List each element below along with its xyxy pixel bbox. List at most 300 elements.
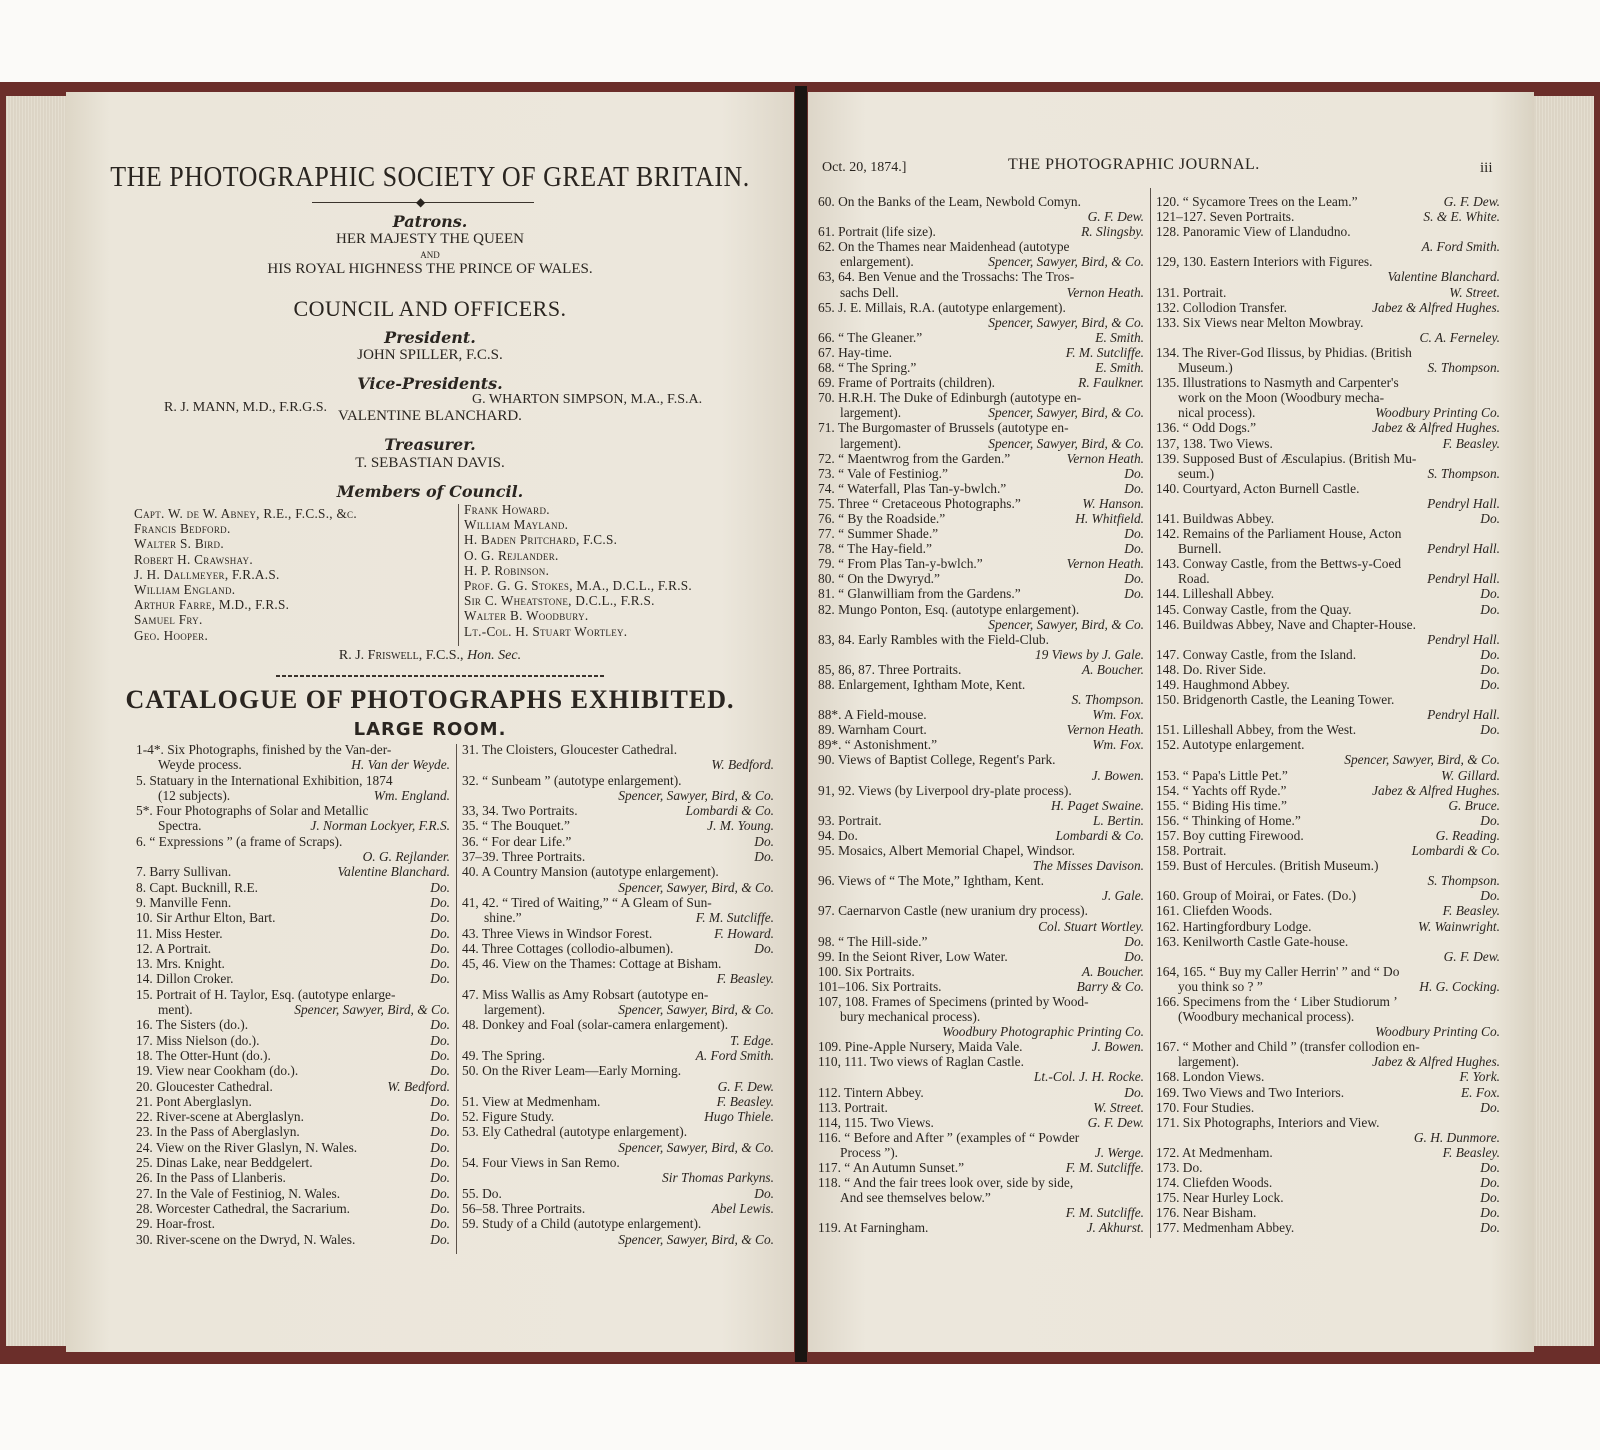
catalogue-entry (462, 757, 774, 772)
catalogue-entry (136, 849, 450, 864)
entry-title: 72. “ Maentwrog from the Garden.” (818, 450, 1011, 466)
catalogue-entry (1156, 1205, 1500, 1220)
entry-title: 49. The Spring. (462, 1047, 546, 1063)
entry-title: 71. The Burgomaster of Brussels (autotype en- (818, 420, 1069, 436)
entry-title: 85, 86, 87. Three Portraits. (818, 661, 962, 677)
catalogue-entry (462, 1124, 774, 1139)
catalogue-entry (1156, 209, 1500, 224)
catalogue-entry (1156, 481, 1500, 496)
entry-author: Spencer, Sawyer, Bird, & Co. (294, 1002, 450, 1018)
catalogue-entry (1156, 254, 1500, 269)
catalogue-entry (1156, 269, 1500, 284)
entry-author: Do. (430, 1017, 450, 1033)
entry-title: 128. Panoramic View of Llandudno. (1156, 224, 1351, 240)
entry-author: Pendryl Hall. (1427, 571, 1500, 587)
entry-title: 43. Three Views in Windsor Forest. (462, 925, 653, 941)
catalogue-entry (818, 964, 1144, 979)
catalogue-entry (136, 1140, 450, 1155)
catalogue-entry (136, 1186, 450, 1201)
catalogue-entry (136, 880, 450, 895)
entry-author: A. Boucher. (1081, 661, 1144, 677)
entry-title: And see themselves below.” (840, 1190, 991, 1206)
entry-title: 53. Ely Cathedral (autotype enlargement). (462, 1124, 688, 1140)
catalogue-entry (818, 390, 1144, 405)
catalogue-entry (136, 757, 450, 772)
catalogue-entry (1156, 1054, 1500, 1069)
entry-author: Do. (1480, 510, 1500, 526)
member: Sir C. Wheatstone, D.C.L., F.R.S. (464, 593, 655, 609)
catalogue-entry (818, 586, 1144, 601)
catalogue-entry (818, 843, 1144, 858)
entry-author: A. Boucher. (1081, 963, 1144, 979)
entry-title: 145. Conway Castle, from the Quay. (1156, 601, 1352, 617)
entry-author: Do. (430, 1063, 450, 1079)
entry-title: 9. Manville Fenn. (136, 894, 232, 910)
entry-author: Do. (1124, 480, 1144, 496)
entry-title: 41, 42. “ Tired of Waiting,” “ A Gleam of Sun- (462, 894, 712, 910)
entry-title: 20. Gloucester Cathedral. (136, 1078, 273, 1094)
member: J. H. Dallmeyer, F.R.A.S. (134, 566, 280, 582)
entry-title: 55. Do. (462, 1185, 502, 1201)
entry-author: Do. (430, 1216, 450, 1232)
catalogue-entry (818, 360, 1144, 375)
issue-date: Oct. 20, 1874.] (822, 160, 907, 175)
right-page (808, 92, 1534, 1352)
catalogue-entry (136, 1017, 450, 1032)
entry-title: sachs Dell. (840, 284, 899, 300)
entry-author: Do. (1480, 1099, 1500, 1115)
entry-title: 83, 84. Early Rambles with the Field-Club. (818, 631, 1049, 647)
catalogue-entry (818, 405, 1144, 420)
catalogue-entry (818, 994, 1144, 1009)
catalogue-entry (818, 1220, 1144, 1235)
catalogue-entry (1156, 1130, 1500, 1145)
catalogue-entry (818, 677, 1144, 692)
entry-author: Spencer, Sawyer, Bird, & Co. (988, 405, 1144, 421)
catalogue-entry (818, 1085, 1144, 1100)
catalogue-entry (818, 903, 1144, 918)
catalogue-entry (818, 919, 1144, 934)
column-divider (1150, 188, 1151, 1238)
member: Frank Howard. (464, 502, 550, 517)
catalogue-entry (818, 315, 1144, 330)
catalogue-entry (136, 818, 450, 833)
catalogue-entry (136, 1079, 450, 1094)
catalogue-entry (1156, 1190, 1500, 1205)
entry-title: 77. “ Summer Shade.” (818, 526, 939, 542)
entry-title: 140. Courtyard, Acton Burnell Castle. (1156, 480, 1360, 496)
catalogue-entry (136, 926, 450, 941)
entry-author: Do. (1124, 541, 1144, 557)
entry-title: 131. Portrait. (1156, 284, 1227, 300)
entry-author: Do. (430, 1155, 450, 1171)
entry-author: Barry & Co. (1076, 978, 1144, 994)
vice-president-simpson: G. WHARTON SIMPSON, M.A., F.S.A. (472, 392, 703, 407)
entry-author: W. Hanson. (1082, 495, 1144, 511)
entry-title: 109. Pine-Apple Nursery, Maida Vale. (818, 1039, 1023, 1055)
entry-title: 89. Warnham Court. (818, 722, 927, 738)
entry-author: Woodbury Printing Co. (1375, 405, 1500, 421)
entry-author: T. Edge. (729, 1032, 774, 1048)
catalogue-entry (462, 788, 774, 803)
entry-title: 32. “ Sunbeam ” (autotype enlargement). (462, 772, 682, 788)
entry-author: Do. (1480, 661, 1500, 677)
catalogue-entry (462, 864, 774, 879)
entry-title: 54. Four Views in San Remo. (462, 1155, 620, 1171)
catalogue-entry (1156, 586, 1500, 601)
hon-sec-name: R. J. Friswell, F.C.S., (338, 648, 464, 663)
catalogue-entry (462, 926, 774, 941)
catalogue-entry (818, 949, 1144, 964)
catalogue-entry (818, 873, 1144, 888)
entry-author: Jabez & Alfred Hughes. (1372, 782, 1500, 798)
entry-author: W. Street. (1093, 1099, 1144, 1115)
entry-author: Sir Thomas Parkyns. (662, 1170, 774, 1186)
president-name: JOHN SPILLER, F.C.S. (357, 347, 503, 363)
entry-title: 151. Lilleshall Abbey, from the West. (1156, 722, 1357, 738)
entry-title: 66. “ The Gleaner.” (818, 329, 923, 345)
entry-title: 153. “ Papa's Little Pet.” (1156, 767, 1288, 783)
entry-author: W. Bedford. (711, 757, 774, 773)
catalogue-entry (136, 773, 450, 788)
entry-title: 135. Illustrations to Nasmyth and Carpenter's (1156, 375, 1399, 391)
council-heading: COUNCIL AND OFFICERS. (293, 296, 567, 321)
entry-author: F. Howard. (714, 925, 774, 941)
entry-author: Lt.-Col. J. H. Rocke. (1033, 1069, 1144, 1085)
catalogue-entry (1156, 526, 1500, 541)
entry-author: Jabez & Alfred Hughes. (1372, 299, 1500, 315)
entry-author: Wm. Fox. (1092, 737, 1144, 753)
catalogue-entry (136, 971, 450, 986)
entry-title: 17. Miss Nielson (do.). (136, 1032, 260, 1048)
entry-title: 97. Caernarvon Castle (new uranium dry process). (818, 903, 1088, 919)
catalogue-entry (462, 1033, 774, 1048)
catalogue-entry (136, 1201, 450, 1216)
entry-title: 14. Dillon Croker. (136, 971, 234, 987)
catalogue-entry (818, 1100, 1144, 1115)
entry-title: 6. “ Expressions ” (a frame of Scraps). (136, 833, 343, 849)
entry-author: Do. (1480, 586, 1500, 602)
entry-title: 59. Study of a Child (autotype enlargement). (462, 1216, 702, 1232)
entry-author: W. Gillard. (1441, 767, 1500, 783)
catalogue-column-1 (136, 742, 450, 1247)
catalogue-entry (1156, 1069, 1500, 1084)
entry-title: 61. Portrait (life size). (818, 224, 936, 240)
catalogue-entry (1156, 843, 1500, 858)
entry-author: J. Werge. (1094, 1144, 1144, 1160)
entry-author: Do. (430, 910, 450, 926)
entry-title: 7. Barry Sullivan. (136, 864, 232, 880)
catalogue-entry (818, 496, 1144, 511)
hon-sec-role: Hon. Sec. (467, 648, 522, 663)
entry-author: Spencer, Sawyer, Bird, & Co. (988, 314, 1144, 330)
entry-title: 162. Hartingfordbury Lodge. (1156, 918, 1312, 934)
catalogue-entry (1156, 752, 1500, 767)
entry-author: G. Reading. (1435, 827, 1500, 843)
catalogue-entry (136, 987, 450, 1002)
catalogue-entry (818, 511, 1144, 526)
member: Walter S. Bird. (134, 536, 224, 552)
catalogue-entry (462, 971, 774, 986)
entry-title: 47. Miss Wallis as Amy Robsart (autotype en- (462, 986, 709, 1002)
catalogue-entry (1156, 677, 1500, 692)
entry-title: 25. Dinas Lake, near Beddgelert. (136, 1155, 313, 1171)
entry-title: 96. Views of “ The Mote,” Ightham, Kent. (818, 873, 1044, 889)
catalogue-entry (1156, 722, 1500, 737)
members-list-right (464, 502, 692, 639)
entry-title: 60. On the Banks of the Leam, Newbold Comyn. (818, 194, 1081, 209)
catalogue-entry (818, 1175, 1144, 1190)
entry-title: 95. Mosaics, Albert Memorial Chapel, Windsor. (818, 843, 1075, 859)
vice-presidents-heading: Vice-Presidents. (357, 374, 503, 393)
entry-author: J. Gale. (1101, 888, 1144, 904)
catalogue-entry (1156, 315, 1500, 330)
entry-author: Do. (754, 940, 774, 956)
entry-title: 5*. Four Photographs of Solar and Metallic (136, 803, 369, 819)
entry-author: Do. (430, 1032, 450, 1048)
entry-title: 112. Tintern Abbey. (818, 1084, 924, 1100)
entry-author: Woodbury Photographic Printing Co. (942, 1024, 1144, 1040)
entry-author: F. Beasley. (1442, 435, 1500, 451)
catalogue-entry (1156, 617, 1500, 632)
entry-author: W. Wainwright. (1418, 918, 1500, 934)
catalogue-entry (462, 1186, 774, 1201)
entry-title: 172. At Medmenham. (1156, 1144, 1273, 1160)
catalogue-entry (462, 1170, 774, 1185)
catalogue-entry (1156, 194, 1500, 209)
entry-author: The Misses Davison. (1032, 858, 1144, 874)
catalogue-entry (818, 556, 1144, 571)
entry-title: 163. Kenilworth Castle Gate-house. (1156, 933, 1349, 949)
entry-title: 132. Collodion Transfer. (1156, 299, 1287, 315)
catalogue-entry (136, 910, 450, 925)
catalogue-entry (136, 956, 450, 971)
catalogue-entry (1156, 888, 1500, 903)
catalogue-entry (1156, 496, 1500, 511)
catalogue-entry (818, 798, 1144, 813)
catalogue-entry (818, 888, 1144, 903)
left-page (66, 92, 794, 1352)
catalogue-entry (818, 707, 1144, 722)
entry-author: J. Norman Lockyer, F.R.S. (310, 818, 450, 834)
catalogue-entry (1156, 345, 1500, 360)
catalogue-entry (1156, 662, 1500, 677)
catalogue-entry (1156, 571, 1500, 586)
entry-title: 76. “ By the Roadside.” (818, 510, 946, 526)
entry-title: 33, 34. Two Portraits. (462, 803, 578, 819)
entry-author: Do. (430, 1047, 450, 1063)
entry-title: 5. Statuary in the International Exhibition, 1874 (136, 772, 393, 788)
catalogue-entry (462, 1063, 774, 1078)
catalogue-entry (462, 818, 774, 833)
catalogue-entry (1156, 1175, 1500, 1190)
entry-title: Road. (1178, 571, 1210, 587)
entry-author: Do. (430, 894, 450, 910)
member: William England. (134, 582, 236, 598)
entry-author: J. Akhurst. (1086, 1220, 1144, 1236)
entry-title: largement). (484, 1002, 546, 1018)
catalogue-entry (1156, 541, 1500, 556)
entry-author: Do. (1480, 1175, 1500, 1191)
catalogue-entry (818, 436, 1144, 451)
entry-title: 176. Near Bisham. (1156, 1205, 1257, 1221)
catalogue-entry (818, 768, 1144, 783)
entry-title: 161. Cliefden Woods. (1156, 903, 1273, 919)
entry-author: W. Street. (1449, 284, 1500, 300)
catalogue-entry (818, 1190, 1144, 1205)
entry-title: 67. Hay-time. (818, 344, 893, 360)
entry-title: 12. A Portrait. (136, 940, 212, 956)
entry-title: 136. “ Odd Dogs.” (1156, 420, 1257, 436)
entry-title: 117. “ An Autumn Sunset.” (818, 1160, 965, 1175)
entry-author: R. Slingsby. (1081, 224, 1144, 240)
entry-title: 48. Donkey and Foal (solar-camera enlargement). (462, 1017, 729, 1033)
catalogue-entry (1156, 420, 1500, 435)
entry-title: 154. “ Yachts off Ryde.” (1156, 782, 1287, 798)
catalogue-entry (462, 880, 774, 895)
entry-author: Spencer, Sawyer, Bird, & Co. (988, 435, 1144, 451)
member: William Mayland. (464, 517, 569, 533)
treasurer-heading: Treasurer. (384, 435, 476, 454)
entry-title: 80. “ On the Dwyryd.” (818, 571, 940, 587)
entry-author: Do. (1124, 526, 1144, 542)
entry-author: Do. (430, 1139, 450, 1155)
entry-title: 159. Bust of Hercules. (British Museum.) (1156, 858, 1379, 874)
entry-title: Spectra. (158, 818, 202, 834)
catalogue-entry (818, 345, 1144, 360)
catalogue-entry (1156, 375, 1500, 390)
catalogue-entry (1156, 692, 1500, 707)
entry-author: Spencer, Sawyer, Bird, & Co. (618, 1139, 774, 1155)
entry-title: 52. Figure Study. (462, 1109, 555, 1125)
entry-title: 23. In the Pass of Aberglaslyn. (136, 1124, 300, 1140)
catalogue-entry (818, 1054, 1144, 1069)
entry-author: G. F. Dew. (1087, 209, 1144, 225)
column-divider (456, 744, 457, 1254)
catalogue-entry (818, 1115, 1144, 1130)
catalogue-entry (136, 1002, 450, 1017)
entry-title: 35. “ The Bouquet.” (462, 818, 570, 834)
entry-title: 118. “ And the fair trees look over, side by side, (818, 1175, 1074, 1191)
entry-author: Do. (1124, 1084, 1144, 1100)
entry-title: 157. Boy cutting Firewood. (1156, 827, 1304, 843)
catalogue-entry (1156, 979, 1500, 994)
entry-author: Do. (430, 956, 450, 972)
entry-author: S. Thompson. (1427, 360, 1500, 376)
entry-author: Jabez & Alfred Hughes. (1372, 1054, 1500, 1070)
catalogue-entry (818, 1160, 1144, 1175)
catalogue-entry (136, 1232, 450, 1247)
entry-author: H. Van der Weyde. (351, 757, 450, 773)
member: Robert H. Crawshay. (134, 551, 253, 567)
member: Arthur Farre, M.D., F.R.S. (134, 597, 290, 613)
entry-author: S. Thompson. (1427, 873, 1500, 889)
entry-title: 50. On the River Leam—Early Morning. (462, 1063, 682, 1079)
entry-title: 15. Portrait of H. Taylor, Esq. (autotype enlarge- (136, 986, 396, 1002)
entry-title: 44. Three Cottages (collodio-albumen). (462, 940, 674, 956)
member: O. G. Rejlander. (464, 547, 559, 563)
entry-title: 82. Mungo Ponton, Esq. (autotype enlargement). (818, 601, 1080, 617)
catalogue-entry (1156, 390, 1500, 405)
entry-title: 170. Four Studies. (1156, 1099, 1255, 1115)
entry-title: 167. “ Mother and Child ” (transfer collodion en- (1156, 1039, 1420, 1055)
book-gutter (795, 86, 807, 1362)
entry-title: you think so ? ” (1178, 978, 1263, 994)
entry-title: 68. “ The Spring.” (818, 360, 917, 376)
entry-title: enlargement). (840, 254, 914, 270)
catalogue-entry (1156, 556, 1500, 571)
entry-author: F. York. (1459, 1069, 1500, 1085)
catalogue-entry (818, 858, 1144, 873)
entry-title: work on the Moon (Woodbury mecha- (1178, 390, 1385, 406)
catalogue-entry (818, 828, 1144, 843)
entry-title: 173. Do. (1156, 1160, 1203, 1175)
catalogue-entry (1156, 1145, 1500, 1160)
entry-title: (12 subjects). (158, 787, 231, 803)
entry-title: 143. Conway Castle, from the Bettws-y-Coed (1156, 556, 1402, 572)
entry-title: 13. Mrs. Knight. (136, 956, 225, 972)
entry-title: 10. Sir Arthur Elton, Bart. (136, 910, 276, 926)
entry-title: 75. Three “ Cretaceous Photographs.” (818, 495, 1021, 511)
catalogue-entry (818, 602, 1144, 617)
entry-author: Vernon Heath. (1066, 556, 1144, 572)
entry-author: F. Beasley. (716, 1093, 774, 1109)
entry-title: (Woodbury mechanical process). (1178, 1009, 1355, 1025)
catalogue-entry (1156, 858, 1500, 873)
entry-title: 74. “ Waterfall, Plas Tan-y-bwlch.” (818, 480, 1007, 496)
entry-author: Do. (754, 1185, 774, 1201)
catalogue-entry (136, 1063, 450, 1078)
catalogue-entry (818, 692, 1144, 707)
catalogue-entry (136, 1033, 450, 1048)
catalogue-entry (1156, 919, 1500, 934)
entry-author: Hugo Thiele. (704, 1109, 774, 1125)
entry-title: 146. Buildwas Abbey, Nave and Chapter-House. (1156, 616, 1416, 632)
catalogue-entry (818, 330, 1144, 345)
entry-author: Valentine Blanchard. (1387, 269, 1500, 285)
entry-title: 78. “ The Hay-field.” (818, 541, 932, 557)
entry-author: W. Bedford. (387, 1078, 450, 1094)
entry-title: 8. Capt. Bucknill, R.E. (136, 879, 258, 895)
entry-author: G. F. Dew. (1443, 194, 1500, 209)
catalogue-entry (818, 813, 1144, 828)
entry-title: 26. In the Pass of Llanberis. (136, 1170, 286, 1186)
entry-title: 98. “ The Hill-side.” (818, 933, 928, 949)
entry-author: Do. (754, 849, 774, 865)
catalogue-column-2 (462, 742, 774, 1247)
entry-author: Jabez & Alfred Hughes. (1372, 420, 1500, 436)
catalogue-entry (462, 1094, 774, 1109)
entry-author: O. G. Rejlander. (362, 849, 450, 865)
entry-author: Do. (1480, 812, 1500, 828)
entry-title: 164, 165. “ Buy my Caller Herrin' ” and “ Do (1156, 963, 1400, 979)
entry-author: E. Smith. (1095, 360, 1144, 376)
catalogue-entry (136, 895, 450, 910)
catalogue-entry (1156, 994, 1500, 1009)
entry-author: Do. (430, 1231, 450, 1247)
entry-author: Do. (1480, 601, 1500, 617)
catalogue-entry (136, 1170, 450, 1185)
entry-author: Pendryl Hall. (1427, 707, 1500, 723)
catalogue-entry (462, 941, 774, 956)
catalogue-entry (1156, 1039, 1500, 1054)
entry-author: E. Fox. (1460, 1084, 1500, 1100)
catalogue-entry (1156, 798, 1500, 813)
entry-title: 88. Enlargement, Ightham Mote, Kent. (818, 677, 1026, 692)
catalogue-entry (1156, 813, 1500, 828)
member: Lt.-Col. H. Stuart Wortley. (464, 623, 628, 639)
hon-sec-line (66, 648, 794, 664)
